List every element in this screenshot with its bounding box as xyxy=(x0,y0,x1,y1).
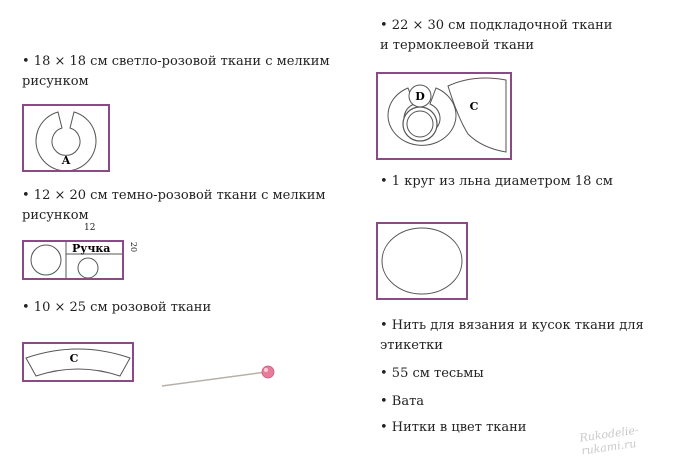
handle-dimension-top: 12 xyxy=(84,223,96,233)
handle-pattern-svg xyxy=(24,242,122,278)
handle-pattern-figure xyxy=(22,240,124,280)
item-yarn-line1: • Нить для вязания и кусок ткани для xyxy=(380,318,644,333)
item-lining-line1: • 22 × 30 см подкладочной ткани xyxy=(380,18,613,33)
handle-label: Ручка xyxy=(72,242,111,255)
item-thread: • Нитки в цвет ткани xyxy=(380,420,527,435)
pattern-d-label: D xyxy=(415,90,425,103)
watermark: Rukodelie-rukami.ru xyxy=(578,423,640,458)
item-yarn-line2: этикетки xyxy=(380,338,443,353)
item-batting: • Вата xyxy=(380,394,425,409)
pattern-a-figure xyxy=(22,104,110,172)
handle-dimension-side: 20 xyxy=(129,241,139,253)
item-pink-fabric: • 10 × 25 см розовой ткани xyxy=(22,300,212,315)
item-dark-pink-line2: рисунком xyxy=(22,208,89,223)
pattern-a-label: A xyxy=(61,154,71,167)
item-dark-pink-line1: • 12 × 20 см темно-розовой ткани с мелким xyxy=(22,188,326,203)
pattern-c-label: C xyxy=(69,352,79,365)
item-linen-circle: • 1 круг из льна диаметром 18 см xyxy=(380,174,613,189)
item-lining-line2: и термоклеевой ткани xyxy=(380,38,535,53)
pattern-c-svg xyxy=(24,344,132,380)
pin-icon xyxy=(158,362,278,390)
linen-circle-figure xyxy=(376,222,468,300)
item-ribbon: • 55 см тесьмы xyxy=(380,366,484,381)
pattern-a-svg xyxy=(24,106,108,170)
pattern-c-figure xyxy=(22,342,134,382)
item-light-pink-line1: • 18 × 18 см светло-розовой ткани с мелким xyxy=(22,54,330,69)
pattern-c-right-label: C xyxy=(469,100,479,113)
item-light-pink-line2: рисунком xyxy=(22,74,89,89)
linen-circle-svg xyxy=(378,224,466,298)
pattern-dc-svg xyxy=(378,74,510,158)
pattern-dc-figure xyxy=(376,72,512,160)
